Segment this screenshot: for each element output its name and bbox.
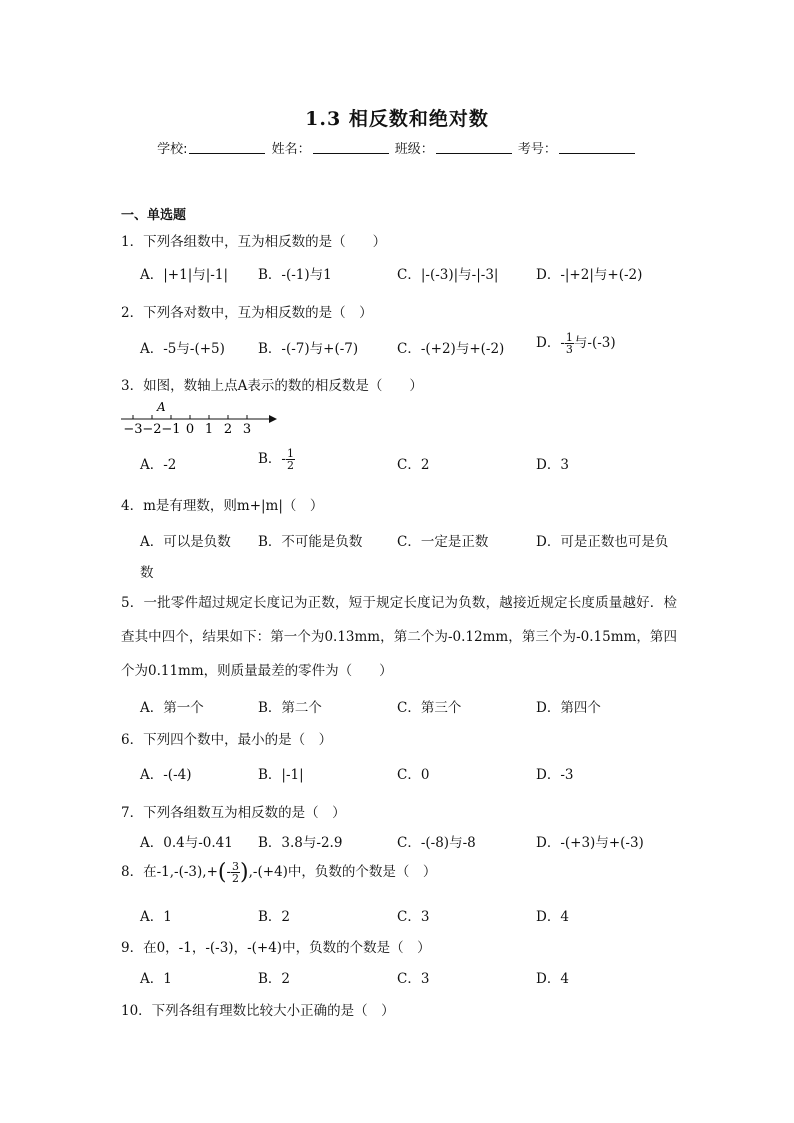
question-9-option-c[interactable]: C．3 <box>397 971 430 987</box>
question-4-option-b[interactable]: B．不可能是负数 <box>258 534 363 550</box>
question-2-stem: 2．下列各对数中，互为相反数的是（ ） <box>121 305 373 321</box>
question-8-stem-end: ,-(+4)中，负数的个数是（ ） <box>248 864 437 880</box>
question-5-option-c[interactable]: C．第三个 <box>397 700 462 716</box>
question-9-option-a[interactable]: A．1 <box>140 971 172 987</box>
question-6-stem: 6．下列四个数中，最小的是（ ） <box>121 732 333 748</box>
question-3-option-b-sign: - <box>281 451 286 467</box>
question-2-option-b[interactable]: B．-(-7)与+(-7) <box>258 341 359 357</box>
question-3-option-b-label: B． <box>258 451 282 467</box>
question-9-option-d[interactable]: D．4 <box>536 971 569 987</box>
question-6-option-a[interactable]: A．-(-4) <box>140 767 192 783</box>
question-4-option-c[interactable]: C．一定是正数 <box>397 534 489 550</box>
paren-close: ) <box>240 860 249 885</box>
class-field[interactable] <box>436 141 512 154</box>
fraction-numerator: 1 <box>565 331 573 344</box>
question-2-option-a[interactable]: A．-5与-(+5) <box>140 341 225 357</box>
question-4-option-d[interactable]: D．可是正数也可是负 <box>536 534 669 550</box>
question-10-stem: 10．下列各组有理数比较大小正确的是（ ） <box>121 1003 395 1019</box>
question-3-option-b[interactable] <box>258 447 295 471</box>
number-line-tick-label: 3 <box>242 422 252 436</box>
question-2-option-c[interactable]: C．-(+2)与+(-2) <box>397 341 505 357</box>
question-4-stem: 4．m是有理数，则m+|m|（ ） <box>121 498 324 514</box>
question-2-option-d-fraction <box>565 332 574 355</box>
question-8-option-d[interactable]: D．4 <box>536 909 569 925</box>
point-a-label: A <box>157 400 166 414</box>
name-field[interactable] <box>313 141 389 154</box>
question-8-stem-start: 8．在-1,-(-3),+ <box>121 864 218 880</box>
question-2-option-d[interactable] <box>536 331 616 355</box>
school-label: 学校: <box>157 142 188 157</box>
question-1-stem: 1．下列各组数中，互为相反数的是（ ） <box>121 234 387 250</box>
question-4-option-d-wrap: 数 <box>140 565 154 581</box>
question-3-option-a[interactable]: A．-2 <box>140 457 177 473</box>
question-4-option-a[interactable]: A．可以是负数 <box>140 534 231 550</box>
question-7-stem: 7．下列各组数互为相反数的是（ ） <box>121 805 346 821</box>
question-8-option-b[interactable]: B．2 <box>258 909 291 925</box>
section-heading: 一、单选题 <box>121 208 187 223</box>
question-8-option-a[interactable]: A．1 <box>140 909 172 925</box>
question-5-option-d[interactable]: D．第四个 <box>536 700 601 716</box>
question-9-stem: 9．在0，-1，-(-3)，-(+4)中，负数的个数是（ ） <box>121 940 431 956</box>
fraction-numerator: 1 <box>286 447 294 460</box>
paren-open: ( <box>217 860 227 885</box>
fraction-numerator: 3 <box>232 860 240 873</box>
number-line-arrow <box>269 415 277 423</box>
fraction-denominator: 3 <box>565 343 573 356</box>
name-label: 姓名： <box>271 142 311 157</box>
question-3-option-b-fraction <box>286 448 295 471</box>
page-title: 1.3 相反数和绝对数 <box>305 108 489 130</box>
fraction-denominator: 2 <box>286 459 294 472</box>
number-line-tick-label: −1 <box>161 422 181 436</box>
question-8-option-c[interactable]: C．3 <box>397 909 430 925</box>
question-1-option-c[interactable]: C．|-(-3)|与-|-3| <box>397 267 499 283</box>
exam-no-field[interactable] <box>559 141 635 154</box>
question-1-option-d[interactable]: D．-|+2|与+(-2) <box>536 267 643 283</box>
question-7-option-c[interactable]: C．-(-8)与-8 <box>397 835 476 851</box>
question-5-option-a[interactable]: A．第一个 <box>140 700 204 716</box>
school-field[interactable] <box>189 141 265 154</box>
question-7-option-b[interactable]: B．3.8与-2.9 <box>258 835 343 851</box>
question-3-option-d[interactable]: D．3 <box>536 457 569 473</box>
question-3-stem: 3．如图，数轴上点A表示的数的相反数是（ ） <box>121 378 423 394</box>
question-2-option-d-sign: - <box>560 335 565 351</box>
number-line-figure <box>119 400 279 436</box>
number-line-ticks <box>123 415 251 436</box>
exam-no-label: 考号： <box>517 142 557 157</box>
question-2-option-d-label: D． <box>536 335 561 351</box>
fraction-sign: - <box>226 864 232 880</box>
question-3-option-c[interactable]: C．2 <box>397 457 430 473</box>
question-5-option-b[interactable]: B．第二个 <box>258 700 322 716</box>
question-8-stem <box>121 860 436 885</box>
question-1-option-a[interactable]: A．|+1|与|-1| <box>140 267 228 283</box>
number-line-tick-label: −2 <box>142 422 162 436</box>
question-7-option-a[interactable]: A．0.4与-0.41 <box>140 835 233 851</box>
question-8-fraction <box>231 861 240 884</box>
question-7-option-d[interactable]: D．-(+3)与+(-3) <box>536 835 644 851</box>
number-line-tick-label: 2 <box>223 422 233 436</box>
number-line-tick-label: −3 <box>123 422 143 436</box>
question-1-option-b[interactable]: B．-(-1)与1 <box>258 267 332 283</box>
question-6-option-d[interactable]: D．-3 <box>536 767 574 783</box>
class-label: 班级： <box>394 142 434 157</box>
number-line-tick-label: 0 <box>185 422 195 436</box>
student-info-line <box>0 138 794 157</box>
question-5-stem: 5．一批零件超过规定长度记为正数，短于规定长度记为负数，越接近规定长度质量越好．检查其中四个，结果如下：第一个为0.13mm，第二个为-0.12mm，第三个为-0.15mm，第四个为0.11mm，则质量最差的零件为（ ） <box>121 595 677 679</box>
question-2-option-d-rest: 与-(-3) <box>573 335 616 351</box>
question-6-option-c[interactable]: C．0 <box>397 767 430 783</box>
fraction-denominator: 2 <box>232 872 240 885</box>
question-9-option-b[interactable]: B．2 <box>258 971 291 987</box>
number-line-tick-label: 1 <box>204 422 214 436</box>
question-6-option-b[interactable]: B．|-1| <box>258 767 304 783</box>
